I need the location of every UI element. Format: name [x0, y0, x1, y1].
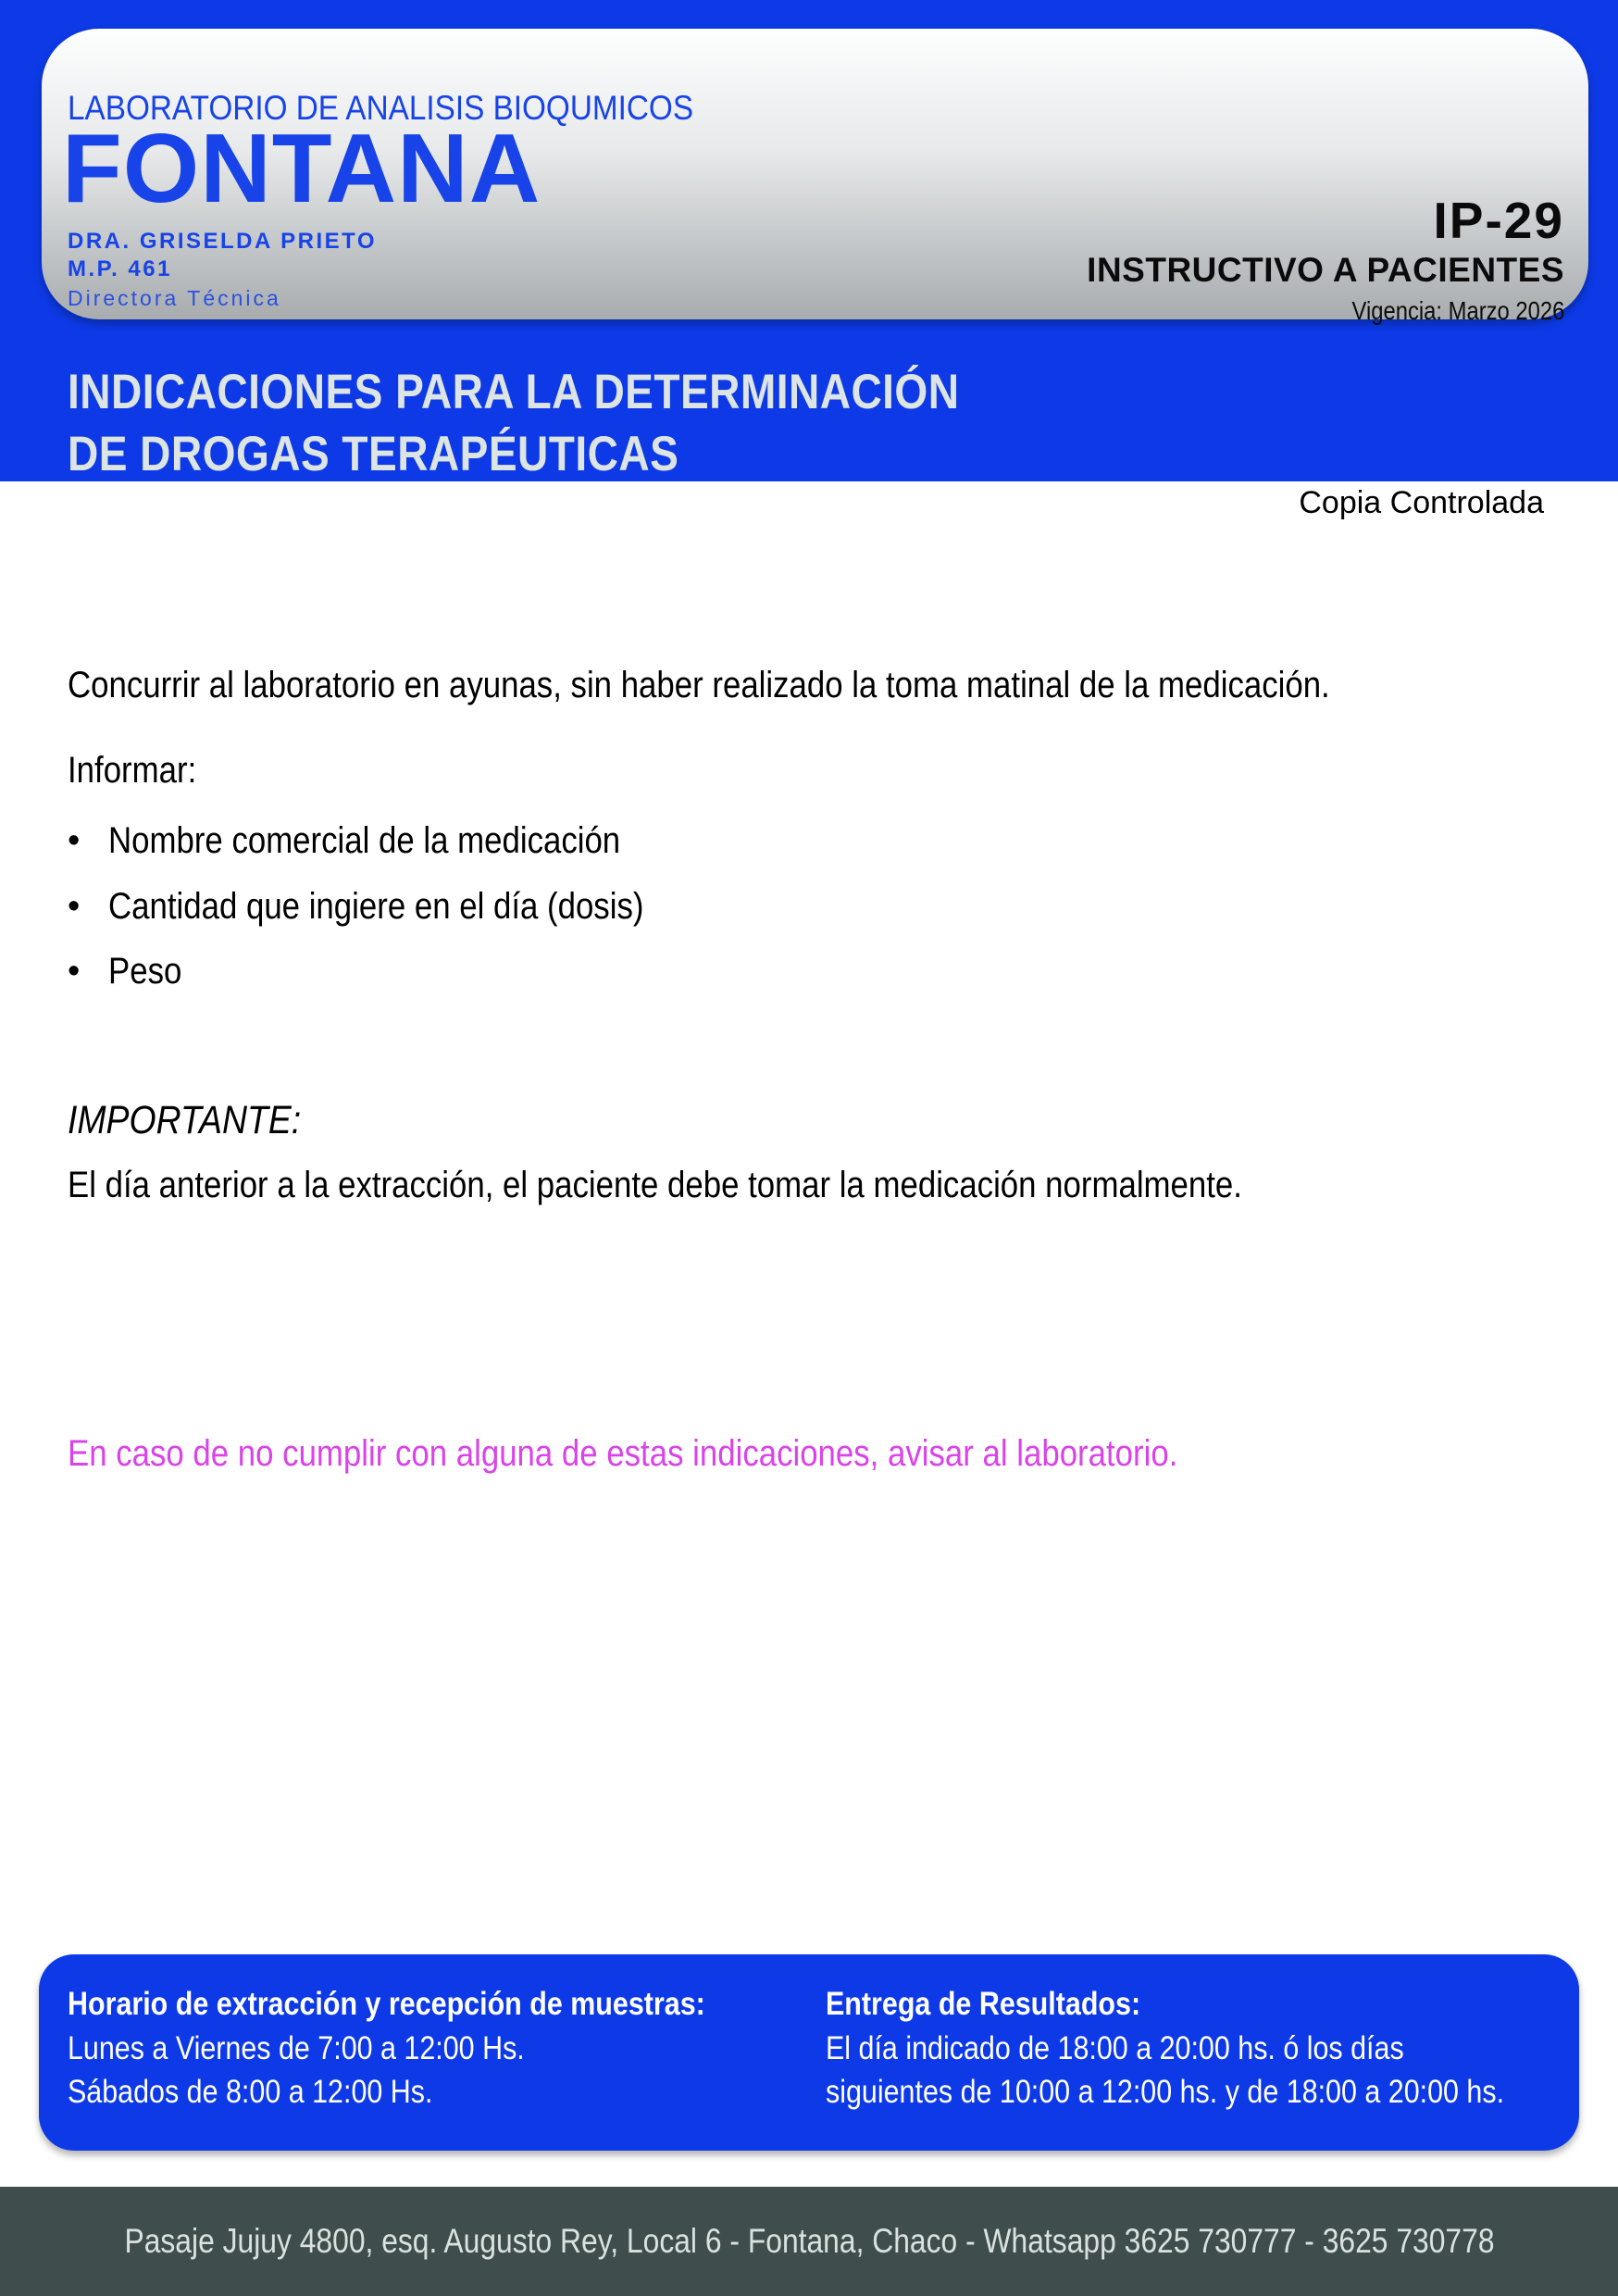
document-type: INSTRUCTIVO A PACIENTES: [1087, 251, 1564, 289]
page-title: [68, 361, 1092, 485]
header-banner: [0, 0, 1618, 481]
results-delivery-line: El día indicado de 18:00 a 20:00 hs. ó los días: [826, 2030, 1404, 2066]
document-validity: [1087, 293, 1564, 329]
extraction-hours-line: Lunes a Viernes de 7:00 a 12:00 Hs.: [68, 2030, 525, 2066]
address-bar: [0, 2187, 1618, 2296]
schedule-panel: [39, 1954, 1579, 2151]
results-delivery-title: Entrega de Resultados:: [826, 1986, 1141, 2022]
lab-logo-name: FONTANA: [62, 114, 541, 223]
list-item: • Nombre comercial de la medicación: [68, 818, 697, 863]
letterhead-card: [42, 29, 1588, 325]
director-license: M.P. 461: [68, 256, 172, 281]
alert-paragraph: En caso de no cumplir con alguna de estas indicaciones, avisar al laboratorio.: [68, 1433, 1178, 1474]
extraction-hours-title: Horario de extracción y recepción de muestras:: [68, 1986, 705, 2022]
results-delivery-column: [826, 1982, 1606, 2114]
director-name: DRA. GRISELDA PRIETO: [68, 229, 378, 254]
page-title-line2: DE DROGAS TERAPÉUTICAS: [68, 427, 679, 481]
director-role: Directora Técnica: [68, 286, 281, 310]
extraction-hours-column: [68, 1982, 801, 2114]
important-paragraph: El día anterior a la extracción, el paciente debe tomar la medicación normalmente.: [68, 1165, 1242, 1205]
inform-label: Informar:: [68, 750, 197, 791]
document-validity-text: Vigencia: Marzo 2026: [1351, 296, 1564, 325]
lab-subtitle-text: LABORATORIO DE ANALISIS BIOQUMICOS: [68, 89, 694, 127]
document-meta: [1087, 193, 1564, 329]
results-delivery-line: siguientes de 10:00 a 12:00 hs. y de 18:00 a 20:00 hs.: [826, 2074, 1505, 2110]
controlled-copy-label: Copia Controlada: [1299, 485, 1544, 520]
intro-paragraph: Concurrir al laboratorio en ayunas, sin haber realizado la toma matinal de la medicación.: [68, 665, 1330, 705]
important-label: IMPORTANTE:: [68, 1098, 302, 1142]
extraction-hours-line: Sábados de 8:00 a 12:00 Hs.: [68, 2074, 433, 2110]
page-title-line1: INDICACIONES PARA LA DETERMINACIÓN: [68, 365, 960, 419]
document-code: IP-29: [1433, 192, 1564, 249]
list-item: • Peso: [68, 949, 193, 993]
address-text: Pasaje Jujuy 4800, esq. Augusto Rey, Local 6 - Fontana, Chaco - Whatsapp 3625 730777 - 3625 730778: [123, 2222, 1495, 2260]
list-item: • Cantidad que ingiere en el día (dosis): [68, 884, 724, 929]
